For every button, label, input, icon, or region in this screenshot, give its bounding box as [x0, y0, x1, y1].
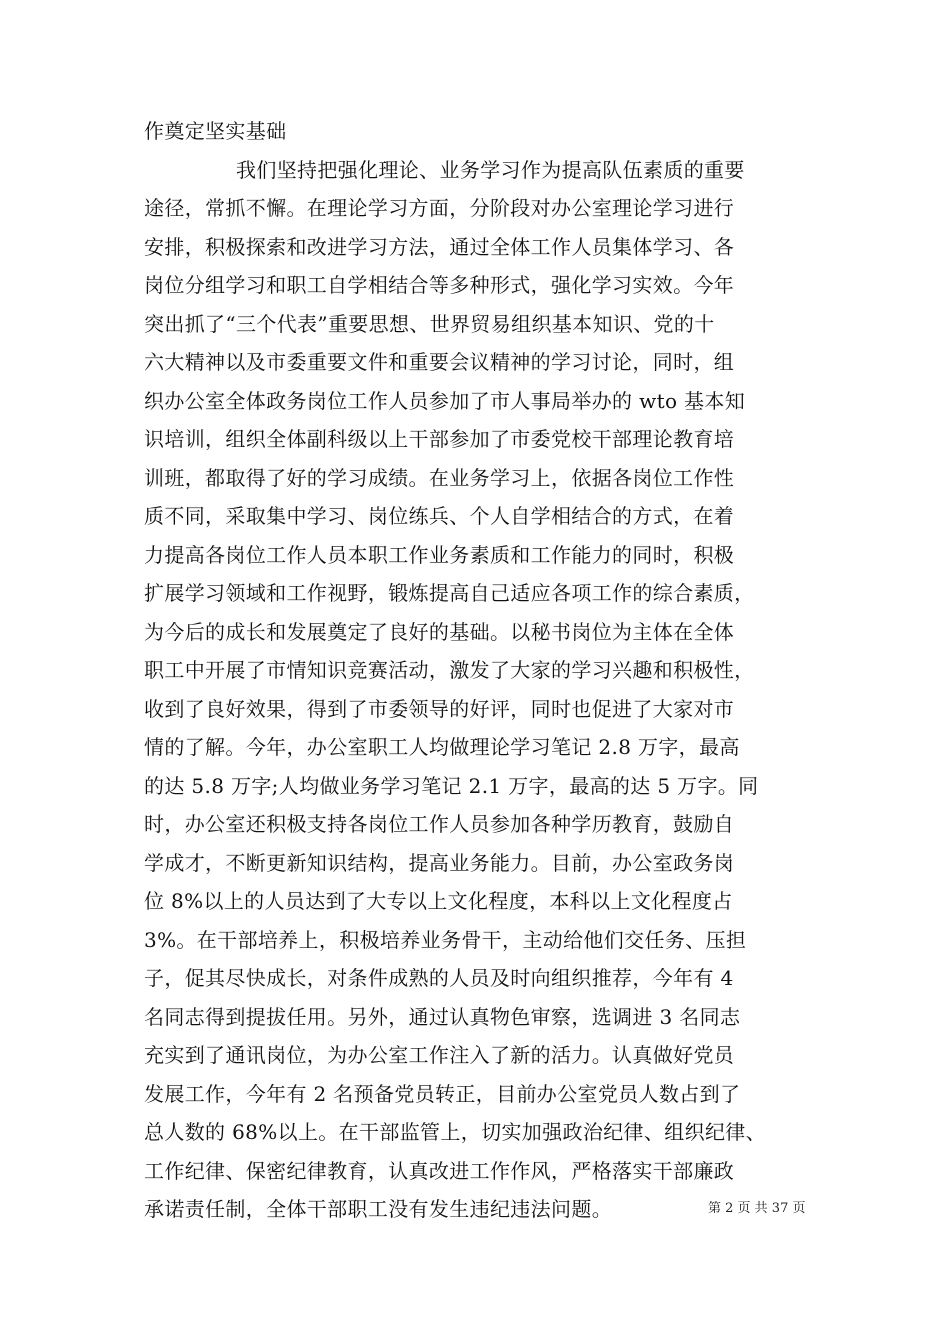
- text-line: 职工中开展了市情知识竞赛活动，激发了大家的学习兴趣和积极性，: [144, 658, 755, 682]
- text-line: 力提高各岗位工作人员本职工作业务素质和工作能力的同时，积极: [144, 542, 735, 567]
- text-line: 识培训，组织全体副科级以上干部参加了市委党校干部理论教育培: [144, 427, 735, 451]
- text-line: 质不同，采取集中学习、岗位练兵、个人自学相结合的方式，在着: [144, 504, 735, 528]
- text-line: 充实到了通讯岗位，为办公室工作注入了新的活力。认真做好党员: [144, 1043, 735, 1067]
- text-line: 岗位分组学习和职工自学相结合等多种形式，强化学习实效。今年: [144, 273, 735, 297]
- text-line: 情的了解。今年，办公室职工人均做理论学习笔记 2.8 万字，最高: [144, 735, 740, 759]
- text-line: 训班，都取得了好的学习成绩。在业务学习上，依据各岗位工作性: [144, 465, 735, 490]
- text-line: 名同志得到提拔任用。另外，通过认真物色审察，选调进 3 名同志: [144, 1004, 741, 1029]
- paragraph-first-line: 我们坚持把强化理论、业务学习作为提高队伍素质的重要: [236, 157, 745, 182]
- text-line: 总人数的 68%以上。在干部监管上，切实加强政治纪律、组织纪律、: [144, 1120, 767, 1144]
- text-line: 子，促其尽快成长，对条件成熟的人员及时向组织推荐，今年有 4: [144, 966, 734, 990]
- page-number-footer: 第 2 页 共 37 页: [708, 1201, 806, 1216]
- text-line: 为今后的成长和发展奠定了良好的基础。以秘书岗位为主体在全体: [144, 619, 735, 644]
- text-line: 承诺责任制，全体干部职工没有发生违纪违法问题。: [144, 1197, 613, 1221]
- text-line: 工作纪律、保密纪律教育，认真改进工作作风，严格落实干部廉政: [144, 1158, 735, 1183]
- text-line: 位 8%以上的人员达到了大专以上文化程度，本科以上文化程度占: [144, 889, 733, 913]
- text-line: 时，办公室还积极支持各岗位工作人员参加各种学历教育，鼓励自: [144, 812, 735, 836]
- text-line: 学成才，不断更新知识结构，提高业务能力。目前，办公室政务岗: [144, 850, 735, 875]
- text-line: 收到了良好效果，得到了市委领导的好评，同时也促进了大家对市: [144, 696, 735, 721]
- text-line: 织办公室全体政务岗位工作人员参加了市人事局举办的 wto 基本知: [144, 388, 746, 413]
- text-line: 途径，常抓不懈。在理论学习方面，分阶段对办公室理论学习进行: [144, 196, 735, 220]
- text-line: 突出抓了“三个代表”重要思想、世界贸易组织基本知识、党的十: [144, 311, 715, 336]
- text-line: 扩展学习领域和工作视野，锻炼提高自己适应各项工作的综合素质，: [144, 581, 755, 605]
- text-line: 3%。在干部培养上，积极培养业务骨干，主动给他们交任务、压担: [144, 927, 747, 952]
- text-line: 安排，积极探索和改进学习方法，通过全体工作人员集体学习、各: [144, 234, 735, 259]
- text-line: 作奠定坚实基础: [144, 119, 287, 143]
- text-line: 六大精神以及市委重要文件和重要会议精神的学习讨论，同时，组: [144, 350, 735, 374]
- body-text: [144, 112, 808, 1229]
- text-line: 的达 5.8 万字;人均做业务学习笔记 2.1 万字，最高的达 5 万字。同: [144, 773, 759, 798]
- text-line: 发展工作，今年有 2 名预备党员转正，目前办公室党员人数占到了: [144, 1081, 741, 1106]
